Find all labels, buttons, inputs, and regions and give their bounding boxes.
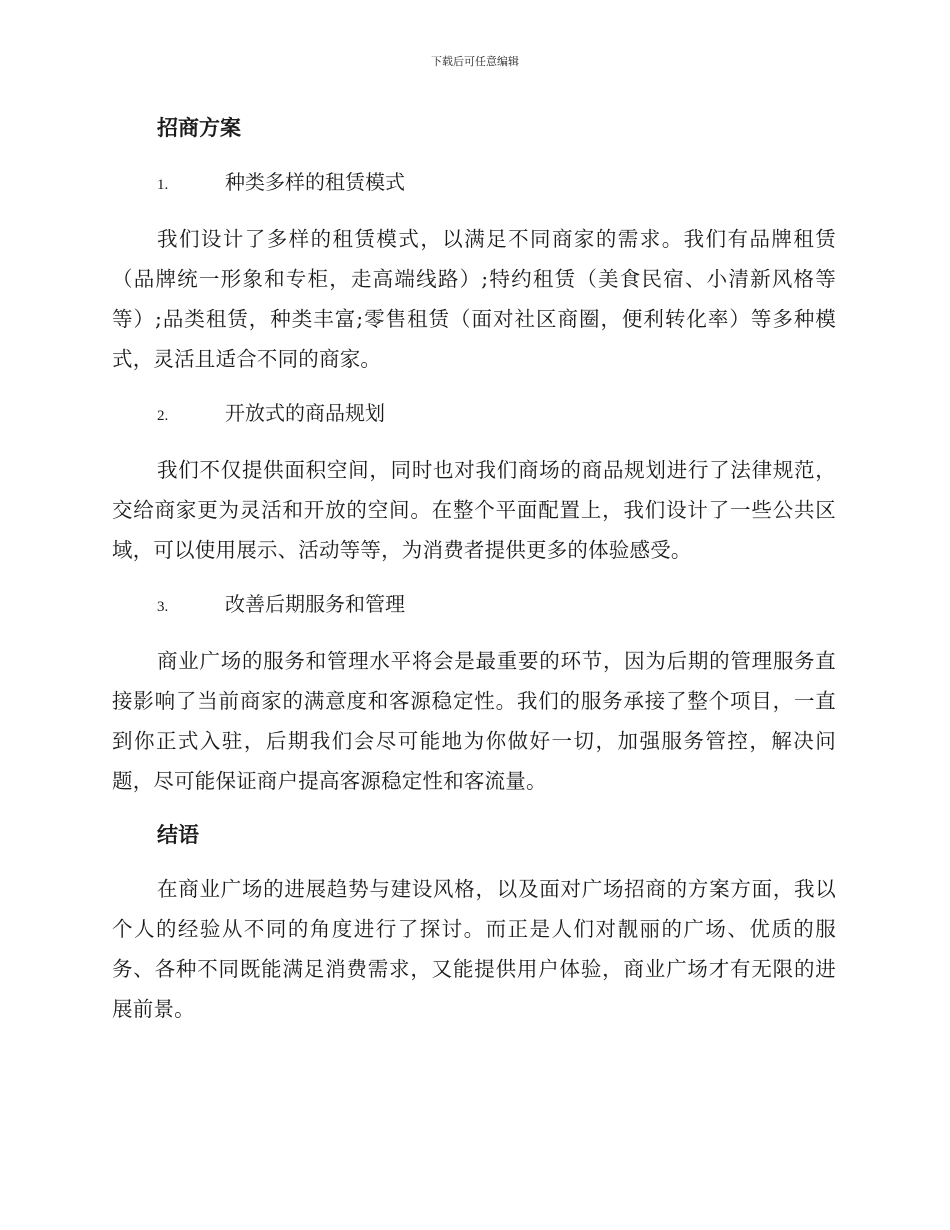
section-title-conclusion: 结语 (157, 822, 199, 847)
paragraph-leasing-modes: 我们设计了多样的租赁模式，以满足不同商家的需求。我们有品牌租赁（品牌统一形象和专柜，走高端线路）;特约租赁（美食民宿、小清新风格等等）;品类租赁，种类丰富;零售租赁（面对社区商圈，便利转化率）等多种模式，灵活且适合不同的商家。 (112, 227, 836, 371)
page-header: 下载后可任意编辑 (431, 55, 519, 68)
list-item-number: 1. (157, 177, 169, 193)
list-item-service-management (112, 584, 836, 627)
list-item-title: 改善后期服务和管理 (225, 592, 405, 616)
paragraph-conclusion: 在商业广场的进展趋势与建设风格，以及面对广场招商的方案方面，我以个人的经验从不同的角度进行了探讨。而正是人们对靓丽的广场、优质的服务、各种不同既能满足消费需求，又能提供用户体验，商业广场才有无限的进展前景。 (112, 877, 836, 1021)
list-item-number: 2. (157, 408, 169, 424)
section-title-investment-plan: 招商方案 (157, 115, 241, 140)
paragraph-service-management: 商业广场的服务和管理水平将会是最重要的环节，因为后期的管理服务直接影响了当前商家的满意度和客源稳定性。我们的服务承接了整个项目，一直到你正式入驻，后期我们会尽可能地为你做好一切，加强服务管控，解决问题，尽可能保证商户提高客源稳定性和客流量。 (112, 649, 836, 793)
list-item-product-planning (112, 393, 836, 436)
list-item-leasing-modes (112, 162, 836, 205)
list-item-title: 种类多样的租赁模式 (225, 170, 405, 194)
list-item-number: 3. (157, 599, 169, 615)
paragraph-product-planning: 我们不仅提供面积空间，同时也对我们商场的商品规划进行了法律规范，交给商家更为灵活和开放的空间。在整个平面配置上，我们设计了一些公共区域，可以使用展示、活动等等，为消费者提供更多的体验感受。 (112, 458, 836, 562)
list-item-title: 开放式的商品规划 (225, 401, 385, 425)
document-body (112, 108, 836, 1043)
